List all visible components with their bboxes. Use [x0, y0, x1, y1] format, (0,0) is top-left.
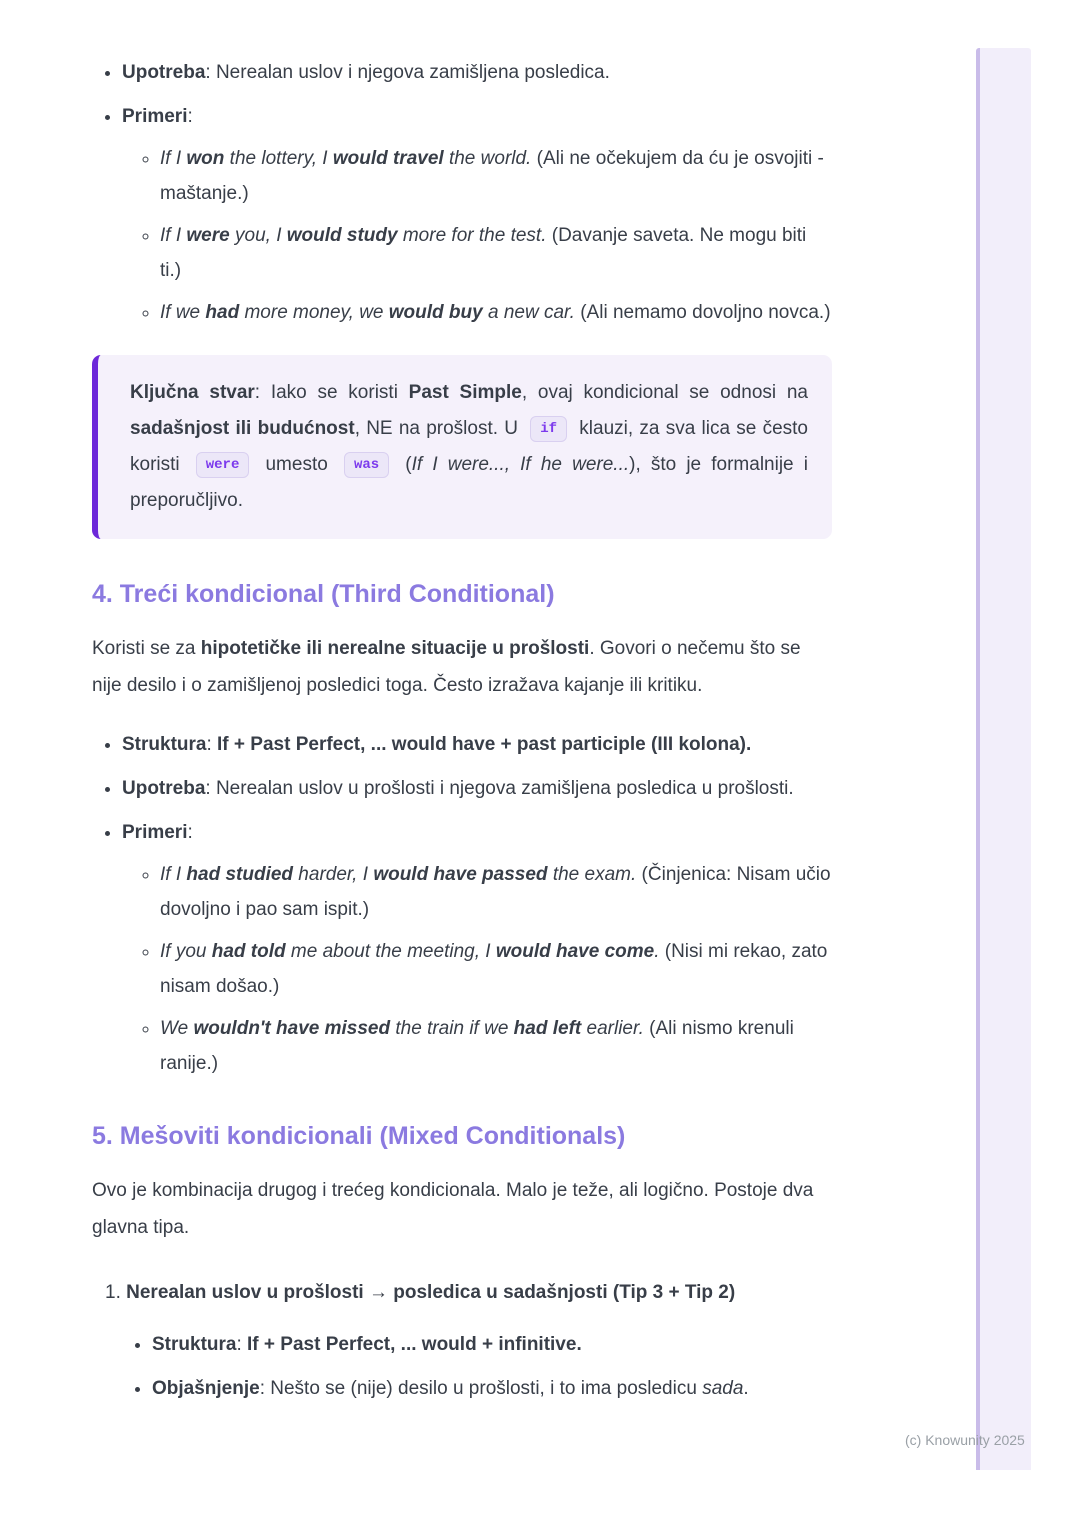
- example-item: [160, 141, 832, 211]
- example-sublist: [122, 141, 832, 330]
- list-item-text: Struktura: If + Past Perfect, ... would have + past participle (III kolona).: [122, 734, 752, 755]
- section-heading-third-conditional: 4. Treći kondicional (Third Conditional): [92, 580, 555, 608]
- second-conditional-list: [92, 55, 832, 330]
- list-item-text: Objašnjenje: Nešto se (nije) desilo u prošlosti, i to ima posledicu sada.: [152, 1378, 749, 1399]
- list-item-text: Struktura: If + Past Perfect, ... would + infinitive.: [152, 1334, 582, 1355]
- third-conditional-list: [92, 727, 832, 1081]
- example-item: [160, 218, 832, 288]
- copyright-watermark: (c) Knowunity 2025: [905, 1432, 1025, 1448]
- third-conditional-intro: Koristi se za hipotetičke ili nerealne situacije u prošlosti. Govori o nečemu što se nije desilo i o zamišljenoj posledici toga. Često izražava kajanje ili kritiku.: [92, 638, 801, 696]
- example-text: If we had more money, we would buy a new car. (Ali nemamo dovoljno novca.): [160, 302, 831, 323]
- example-item: [160, 1011, 832, 1081]
- mixed-conditionals-intro: Ovo je kombinacija drugog i trećeg kondicionala. Malo je teže, ali logično. Postoje dva glavna tipa.: [92, 1180, 814, 1238]
- list-item-objasnjenje: [152, 1371, 832, 1406]
- list-item-text: Primeri:: [122, 106, 193, 127]
- callout-text: Ključna stvar: Iako se koristi Past Simple, ovaj kondicional se odnosi na sadašnjost ili budućnost, NE na prošlost. U if klauzi, za sva lica se često koristi were umesto was (If I were..., If he were...), što je formalnije i preporučljivo.: [130, 382, 809, 511]
- example-text: If I had studied harder, I would have passed the exam. (Činjenica: Nisam učio dovoljno i pao sam ispit.): [160, 864, 831, 920]
- list-item-text: Primeri:: [122, 822, 193, 843]
- numbered-item-text: Nerealan uslov u prošlosti → posledica u sadašnjosti (Tip 3 + Tip 2): [126, 1282, 736, 1303]
- example-text: If I won the lottery, I would travel the world. (Ali ne očekujem da ću je osvojiti - maštanje.): [160, 148, 824, 204]
- example-text: If you had told me about the meeting, I would have come. (Nisi mi rekao, zato nisam došao.): [160, 941, 828, 997]
- list-item-primeri: [122, 815, 832, 1081]
- list-item-struktura: [122, 727, 832, 762]
- example-sublist: [122, 857, 832, 1081]
- example-text: If I were you, I would study more for the test. (Davanje saveta. Ne mogu biti ti.): [160, 225, 807, 281]
- list-number: 1.: [105, 1282, 121, 1303]
- list-item-upotreba: [122, 55, 832, 90]
- key-point-callout: [92, 355, 832, 539]
- example-item: [160, 857, 832, 927]
- example-item: [160, 934, 832, 1004]
- list-item-struktura: [152, 1327, 832, 1362]
- list-item-upotreba: [122, 771, 832, 806]
- numbered-item-line: [92, 1275, 832, 1310]
- example-text: We wouldn't have missed the train if we had left earlier. (Ali nismo krenuli ranije.): [160, 1018, 794, 1074]
- numbered-item-sublist: [92, 1327, 832, 1406]
- list-item-primeri: [122, 99, 832, 330]
- document-content: [92, 0, 832, 1406]
- list-item-text: Upotreba: Nerealan uslov i njegova zamišljena posledica.: [122, 62, 610, 83]
- example-item: [160, 295, 832, 330]
- list-item-text: Upotreba: Nerealan uslov u prošlosti i njegova zamišljena posledica u prošlosti.: [122, 778, 794, 799]
- page-edge-decoration-bar: [976, 48, 1031, 1470]
- numbered-item-1: [92, 1275, 832, 1406]
- section-heading-mixed-conditionals: 5. Mešoviti kondicionali (Mixed Conditionals): [92, 1122, 626, 1150]
